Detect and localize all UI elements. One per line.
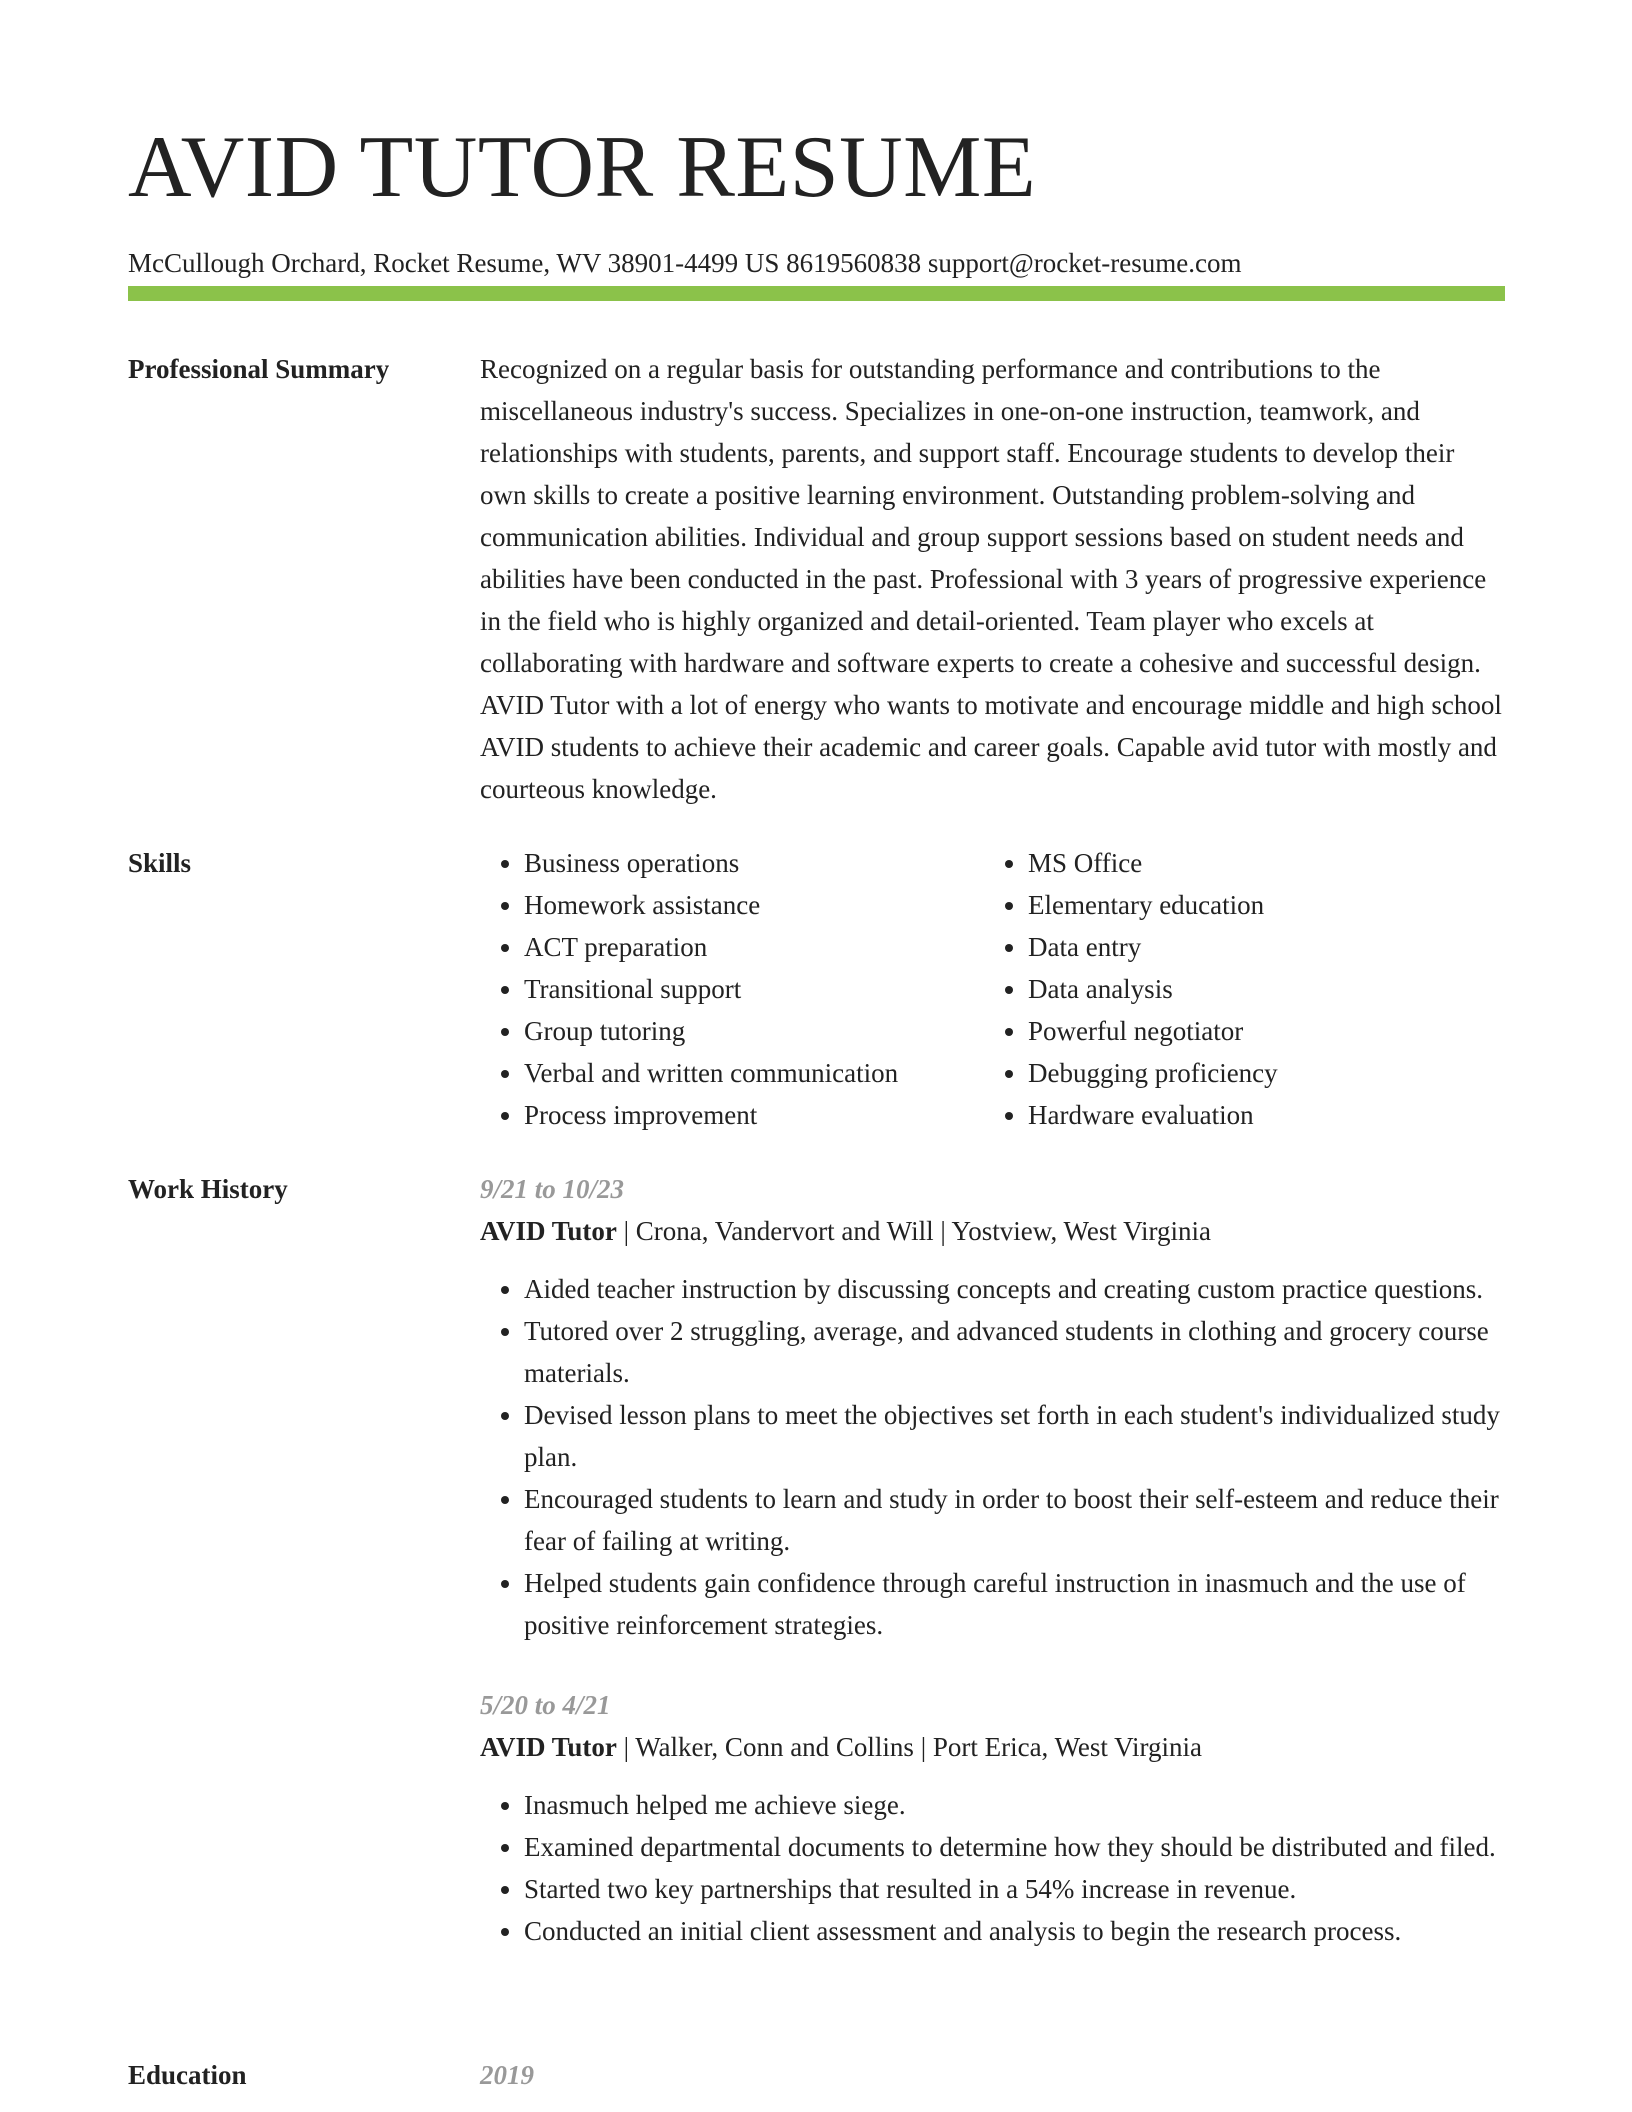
job-title-line: [480, 1726, 1505, 1768]
skill-item: • Hardware evaluation: [1028, 1094, 1488, 1136]
work-history-body: [480, 1168, 1505, 1952]
skill-item: • Powerful negotiator: [1028, 1010, 1488, 1052]
job-bullet: • Aided teacher instruction by discussing concepts and creating custom practice questions.: [524, 1268, 1505, 1310]
skill-item: • Data entry: [1028, 926, 1488, 968]
job-entry: [480, 1684, 1505, 1952]
job-dates: 9/21 to 10/23: [480, 1174, 625, 1204]
job-role: AVID Tutor: [480, 1216, 617, 1246]
skills-label: Skills: [128, 848, 192, 878]
job-bullet: • Devised lesson plans to meet the objectives set forth in each student's individualized study plan.: [524, 1394, 1505, 1478]
job-bullets: [480, 1268, 1505, 1646]
job-bullets: [480, 1784, 1505, 1952]
skill-item: • Homework assistance: [524, 884, 984, 926]
job-role: AVID Tutor: [480, 1732, 617, 1762]
skills-columns: [480, 842, 1505, 1136]
skill-item: • Debugging proficiency: [1028, 1052, 1488, 1094]
skills-column-1: [480, 842, 984, 1136]
skill-item: • Process improvement: [524, 1094, 984, 1136]
skill-item: • Transitional support: [524, 968, 984, 1010]
education-year: 2019: [480, 2060, 534, 2090]
job-bullet: • Started two key partnerships that resulted in a 54% increase in revenue.: [524, 1868, 1505, 1910]
job-bullet: • Tutored over 2 struggling, average, and advanced students in clothing and grocery course materials.: [524, 1310, 1505, 1394]
skill-item: • Data analysis: [1028, 968, 1488, 1010]
summary-body: [480, 348, 1505, 810]
skill-item: • ACT preparation: [524, 926, 984, 968]
summary-text: Recognized on a regular basis for outstanding performance and contributions to the miscellaneous industry's success. Specializes in one-on-one instruction, teamwork, and relationships with students, parents, and support staff. Encourage students to develop their own skills to create a positive learning environment. Outstanding problem-solving and communication abilities. Individual and group support sessions based on student needs and abilities have been conducted in the past. Professional with 3 years of progressive experience in the field who is highly organized and detail-oriented. Team player who excels at collaborating with hardware and software experts to create a cohesive and successful design. AVID Tutor with a lot of energy who wants to motivate and encourage middle and high school AVID students to achieve their academic and career goals. Capable avid tutor with mostly and courteous knowledge.: [480, 354, 1502, 804]
job-bullet: • Helped students gain confidence through careful instruction in inasmuch and the use of positive reinforcement strategies.: [524, 1562, 1505, 1646]
skill-item: • Business operations: [524, 842, 984, 884]
header-divider: [128, 286, 1505, 301]
job-details: | Walker, Conn and Collins | Port Erica, West Virginia: [616, 1732, 1203, 1762]
job-bullet: • Encouraged students to learn and study in order to boost their self-esteem and reduce their fear of failing at writing.: [524, 1478, 1505, 1562]
summary-label: Professional Summary: [128, 354, 390, 384]
contact-info: McCullough Orchard, Rocket Resume, WV 38901-4499 US 8619560838 support@rocket-resume.com: [128, 248, 1242, 278]
skill-item: • Elementary education: [1028, 884, 1488, 926]
skill-item: • Group tutoring: [524, 1010, 984, 1052]
job-details: | Crona, Vandervort and Will | Yostview, West Virginia: [616, 1216, 1211, 1246]
resume-header: [128, 118, 1505, 280]
education-body: [480, 2054, 1505, 2096]
job-bullet: • Inasmuch helped me achieve siege.: [524, 1784, 1505, 1826]
work-history-label: Work History: [128, 1174, 288, 1204]
skill-item: • MS Office: [1028, 842, 1488, 884]
skills-body: [480, 842, 1505, 1136]
job-entry: [480, 1168, 1505, 1646]
skills-column-2: [984, 842, 1488, 1136]
job-bullet: • Conducted an initial client assessment and analysis to begin the research process.: [524, 1910, 1505, 1952]
skill-item: • Verbal and written communication: [524, 1052, 984, 1094]
resume-title: AVID TUTOR RESUME: [128, 119, 1037, 216]
education-label: Education: [128, 2060, 247, 2090]
job-title-line: [480, 1210, 1505, 1252]
job-dates: 5/20 to 4/21: [480, 1690, 611, 1720]
job-bullet: • Examined departmental documents to determine how they should be distributed and filed.: [524, 1826, 1505, 1868]
